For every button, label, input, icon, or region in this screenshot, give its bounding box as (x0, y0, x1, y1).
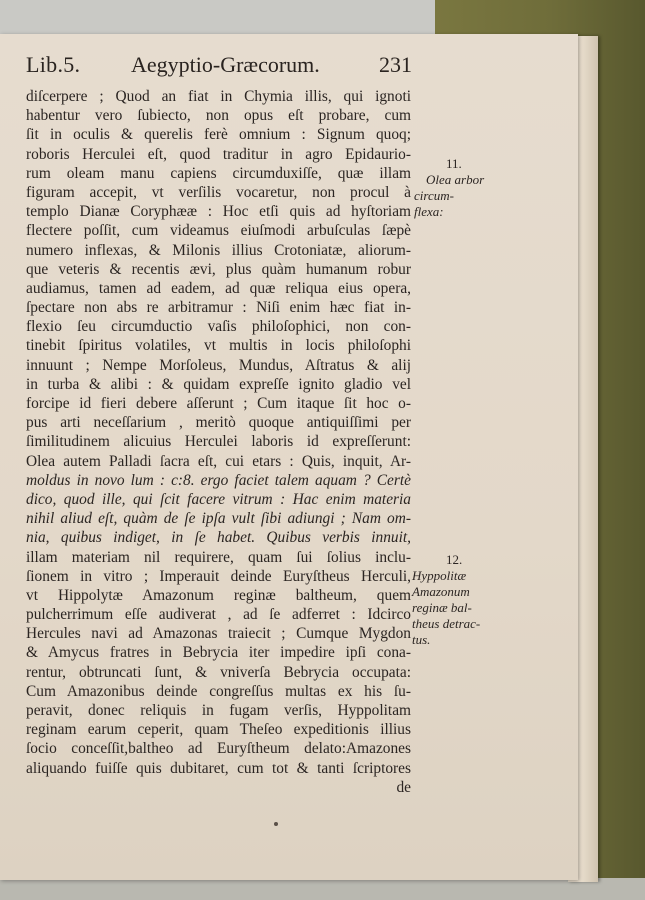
margin-note-line: tus. (412, 632, 431, 647)
text-line: numero inflexas, & Milonis illius Crotoniatæ, aliorum- (26, 241, 411, 259)
catchword: de (396, 778, 411, 796)
text-line: reginam earum ceperit, quam Theſeo expeditionis illius (26, 721, 411, 739)
text-line: pus arti neceſſarium , meritò quoque antiquiſſimi per (26, 414, 411, 432)
scanner-background (0, 0, 450, 36)
book-number: Lib.5. (26, 52, 81, 77)
margin-note-number: 11. (446, 156, 462, 171)
text-line: figuram accepit, vt verſilis vocaretur, non procul à (26, 183, 411, 201)
text-line: templo Dianæ Coryphææ : Hoc etſi quis ad hyſtoriam (26, 203, 411, 221)
text-line: nia, quibus indiget, in ſe habet. Quibus verbis innuit, (26, 529, 411, 547)
margin-note-12 (412, 552, 480, 648)
text-line: ſit in oculis & querelis ferè omnium : Signum quoq; (26, 126, 411, 144)
text-line: Olea autem Palladi ſacra eſt, cui etars : Quis, inquit, Ar- (26, 452, 411, 470)
running-header (26, 52, 426, 86)
margin-note-line: Hyppolitæ (412, 568, 467, 583)
margin-note-line: Olea arbor (426, 172, 485, 187)
text-line: que veteris & recentis ævi, plus quàm humanum robur (26, 260, 411, 278)
text-line: tinebit ſpiritus volatiles, vt multis in locis philoſophi (26, 337, 411, 355)
text-line: ſimilitudinem alicuius Herculei laboris id expreſſerunt: (26, 433, 411, 451)
text-line: audiamus, tamen ad eadem, ad quæ reliqua eius opera, (26, 279, 411, 297)
margin-note-line: theus detrac- (412, 616, 481, 631)
margin-note-line: circum- (414, 188, 454, 203)
text-line: nihil aliud eſt, quàm de ſe ipſa vult ſibi adiungi ; Nam om- (26, 510, 411, 528)
margin-note-line: reginæ bal- (412, 600, 472, 615)
text-line: rentur, obtruncati ſunt, & vniverſa Bebrycia occupata: (26, 663, 411, 681)
margin-note-line: flexa: (414, 204, 444, 219)
text-line: illam materiam nil requirere, quam ſui ſolius inclu- (26, 548, 411, 566)
text-line: pulcherrimum eſſe audiverat , ad ſe adferret : Idcirco (26, 606, 411, 624)
text-line: rum oleam manu capiens circumduxiſſe, quæ illam (26, 164, 411, 182)
text-line: flexio ſeu circumductio vaſis philoſophici, non con- (26, 318, 411, 336)
text-line: flectere poſſit, cum videamus eiuſmodi arbuſculas ſæpè (26, 222, 411, 240)
text-line: in turba & alibi : & quidam expreſſe ignito gladio vel (26, 375, 411, 393)
text-line: forcipe id fieri debere aſſerunt ; Cum itaque ſit hoc o- (26, 395, 411, 412)
text-line: ſionem in vitro ; Imperauit deinde Euryſtheus Herculi, (26, 567, 411, 585)
scanner-bed-strip (0, 878, 645, 900)
text-line: & Amycus fratres in Bebrycia iter impedire ipſi cona- (26, 644, 411, 662)
text-line: ſpectare non abs re arbitramur : Niſi enim hæc fiat in- (26, 299, 411, 317)
text-line: diſcerpere ; Quod an fiat in Chymia illis, qui ignoti (26, 88, 411, 105)
page-number: 231 (379, 52, 412, 77)
text-line: Hercules navi ad Amazonas traiecit ; Cumque Mygdon (26, 625, 411, 643)
margin-note-11 (412, 156, 484, 220)
text-line: roboris Herculei eſt, quod traditur in agro Epidaurio- (26, 145, 411, 163)
text-line: habentur vero ſubiecto, non opus eſt probare, cum (26, 107, 411, 125)
text-line: moldus in novo lum : c:8. ergo faciet talem aquam ? Certè (26, 471, 411, 489)
main-text-block (26, 87, 411, 797)
text-line: innuunt ; Nempe Morſoleus, Mundus, Aſtratus & alij (26, 356, 411, 374)
running-title: Aegyptio-Græcorum. (131, 52, 320, 77)
text-line: aliquando fuiſſe quis dubitaret, cum tot & tanti ſcriptores (26, 759, 411, 777)
margin-note-line: Amazonum (412, 584, 470, 599)
text-line: ſocio conceſſit,baltheo ad Euryſtheum delato:Amazones (26, 740, 411, 758)
printer-mark-dot (274, 822, 278, 826)
text-line: peravit, donec reliquis in fugam verſis, Hyppolitam (26, 702, 411, 719)
text-line: dico, quod ille, qui ſcit facere vitrum : Hac enim materia (26, 490, 411, 508)
margin-note-number: 12. (446, 552, 463, 567)
text-line: Cum Amazonibus deinde congreſſus multas ex his ſu- (26, 682, 411, 700)
text-line: vt Hippolytæ Amazonum reginæ baltheum, quem (26, 586, 411, 604)
